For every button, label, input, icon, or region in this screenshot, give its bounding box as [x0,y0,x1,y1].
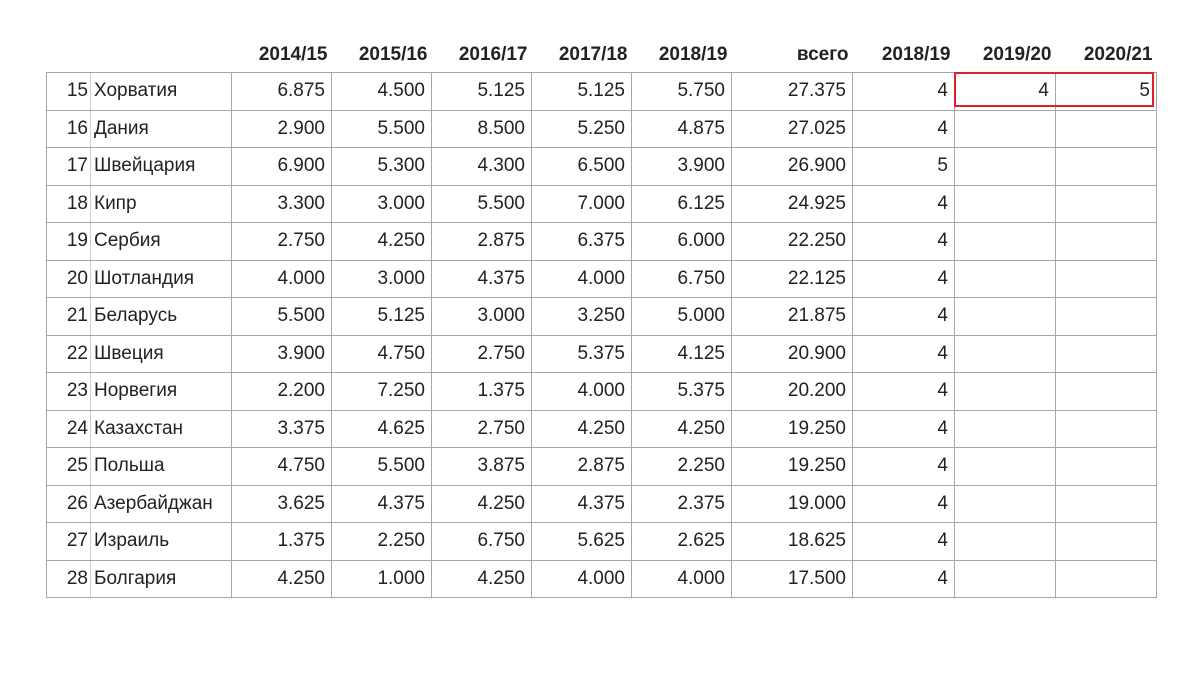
places-2020-21-cell[interactable] [1056,560,1157,598]
table-row [47,185,1157,223]
season-2017-18-cell[interactable]: 4.250 [532,410,632,448]
header-season-2015-16[interactable]: 2015/16 [358,43,428,65]
header-season-2014-15[interactable]: 2014/15 [258,43,328,65]
season-2016-17-cell[interactable]: 8.500 [432,110,532,148]
total-cell[interactable]: 26.900 [732,148,853,186]
country-cell[interactable]: Шотландия [91,260,232,298]
season-2015-16-cell[interactable]: 5.500 [332,448,432,486]
season-2016-17-cell[interactable]: 4.250 [432,560,532,598]
season-2017-18-cell[interactable]: 3.250 [532,298,632,336]
season-2015-16-cell[interactable]: 4.500 [332,73,432,111]
places-2020-21-cell[interactable] [1056,373,1157,411]
season-2016-17-cell[interactable]: 4.250 [432,485,532,523]
season-2016-17-cell[interactable]: 1.375 [432,373,532,411]
season-2016-17-cell[interactable]: 4.375 [432,260,532,298]
table-body [47,73,1157,598]
places-2018-19-cell[interactable]: 4 [853,335,955,373]
country-cell[interactable]: Беларусь [91,298,232,336]
total-cell[interactable]: 19.250 [732,448,853,486]
places-2019-20-cell[interactable] [955,373,1056,411]
season-2018-19-cell[interactable]: 2.250 [632,448,732,486]
season-2016-17-cell[interactable]: 2.750 [432,410,532,448]
season-2017-18-cell[interactable]: 2.875 [532,448,632,486]
season-2018-19-cell[interactable]: 5.750 [632,73,732,111]
places-2018-19-cell[interactable]: 4 [853,260,955,298]
places-2019-20-cell[interactable] [955,223,1056,261]
places-2020-21-cell[interactable] [1056,185,1157,223]
places-2018-19-cell[interactable]: 4 [853,73,955,111]
total-cell[interactable]: 21.875 [732,298,853,336]
table-row [47,410,1157,448]
header-season-2018-19[interactable]: 2018/19 [658,43,728,65]
places-2020-21-cell[interactable] [1056,485,1157,523]
season-2015-16-cell[interactable]: 2.250 [332,523,432,561]
season-2014-15-cell[interactable]: 3.375 [232,410,332,448]
season-2015-16-cell[interactable]: 5.300 [332,148,432,186]
rank-cell[interactable]: 20 [47,260,91,298]
country-cell[interactable]: Азербайджан [91,485,232,523]
rank-cell[interactable]: 18 [47,185,91,223]
rank-cell[interactable]: 28 [47,560,91,598]
total-cell[interactable]: 17.500 [732,560,853,598]
header-places-2018-19[interactable]: 2018/19 [881,43,951,65]
total-cell[interactable]: 27.025 [732,110,853,148]
places-2018-19-cell[interactable]: 4 [853,373,955,411]
header-places-2020-21[interactable]: 2020/21 [1083,43,1153,65]
places-2019-20-cell[interactable] [955,448,1056,486]
rank-cell[interactable]: 19 [47,223,91,261]
season-2016-17-cell[interactable]: 3.000 [432,298,532,336]
season-2014-15-cell[interactable]: 3.900 [232,335,332,373]
season-2017-18-cell[interactable]: 6.500 [532,148,632,186]
places-2020-21-cell[interactable] [1056,298,1157,336]
places-2018-19-cell[interactable]: 4 [853,560,955,598]
header-name [91,37,232,73]
country-cell[interactable]: Норвегия [91,373,232,411]
season-2017-18-cell[interactable]: 4.000 [532,560,632,598]
season-2017-18-cell[interactable]: 4.375 [532,485,632,523]
table-row [47,110,1157,148]
places-2019-20-cell[interactable] [955,298,1056,336]
country-cell[interactable]: Хорватия [91,73,232,111]
places-2020-21-cell[interactable] [1056,260,1157,298]
season-2017-18-cell[interactable]: 5.125 [532,73,632,111]
uefa-coefficients-table [46,37,1157,598]
places-2018-19-cell[interactable]: 4 [853,485,955,523]
rank-cell[interactable]: 26 [47,485,91,523]
season-2017-18-cell[interactable]: 5.625 [532,523,632,561]
table-row [47,298,1157,336]
total-cell[interactable]: 20.200 [732,373,853,411]
places-2020-21-cell[interactable] [1056,148,1157,186]
season-2017-18-cell[interactable]: 5.250 [532,110,632,148]
season-2017-18-cell[interactable]: 5.375 [532,335,632,373]
country-cell[interactable]: Швейцария [91,148,232,186]
places-2020-21-cell[interactable] [1056,110,1157,148]
season-2018-19-cell[interactable]: 2.375 [632,485,732,523]
season-2018-19-cell[interactable]: 6.750 [632,260,732,298]
header-season-2017-18[interactable]: 2017/18 [558,43,628,65]
season-2016-17-cell[interactable]: 4.300 [432,148,532,186]
header-total[interactable]: всего [796,43,849,65]
rank-cell[interactable]: 27 [47,523,91,561]
table-row [47,485,1157,523]
places-2019-20-cell[interactable] [955,148,1056,186]
places-2019-20-cell[interactable] [955,185,1056,223]
season-2015-16-cell[interactable]: 3.000 [332,260,432,298]
table-row [47,560,1157,598]
season-2014-15-cell[interactable]: 5.500 [232,298,332,336]
rank-cell[interactable]: 15 [47,73,91,111]
season-2014-15-cell[interactable]: 1.375 [232,523,332,561]
places-2019-20-cell[interactable] [955,485,1056,523]
rank-cell[interactable]: 22 [47,335,91,373]
total-cell[interactable]: 27.375 [732,73,853,111]
table-row [47,260,1157,298]
season-2015-16-cell[interactable]: 5.500 [332,110,432,148]
country-cell[interactable]: Казахстан [91,410,232,448]
places-2019-20-cell[interactable] [955,523,1056,561]
header-places-2019-20[interactable]: 2019/20 [982,43,1052,65]
season-2014-15-cell[interactable]: 4.000 [232,260,332,298]
table-row [47,148,1157,186]
places-2019-20-cell[interactable]: 4 [955,73,1056,111]
places-2020-21-cell[interactable] [1056,335,1157,373]
places-2018-19-cell[interactable]: 4 [853,448,955,486]
places-2020-21-cell[interactable]: 5 [1056,73,1157,111]
season-2016-17-cell[interactable]: 6.750 [432,523,532,561]
season-2016-17-cell[interactable]: 3.875 [432,448,532,486]
season-2018-19-cell[interactable]: 5.000 [632,298,732,336]
table-row [47,523,1157,561]
season-2015-16-cell[interactable]: 4.625 [332,410,432,448]
season-2018-19-cell[interactable]: 3.900 [632,148,732,186]
season-2016-17-cell[interactable]: 5.500 [432,185,532,223]
places-2019-20-cell[interactable] [955,560,1056,598]
spreadsheet [46,37,1157,598]
places-2019-20-cell[interactable] [955,335,1056,373]
table-row [47,448,1157,486]
places-2018-19-cell[interactable]: 4 [853,110,955,148]
country-cell[interactable]: Сербия [91,223,232,261]
season-2018-19-cell[interactable]: 6.125 [632,185,732,223]
places-2018-19-cell[interactable]: 5 [853,148,955,186]
total-cell[interactable]: 22.250 [732,223,853,261]
season-2015-16-cell[interactable]: 5.125 [332,298,432,336]
table-row [47,373,1157,411]
total-cell[interactable]: 19.000 [732,485,853,523]
season-2014-15-cell[interactable]: 4.250 [232,560,332,598]
table-row [47,223,1157,261]
season-2015-16-cell[interactable]: 4.250 [332,223,432,261]
places-2020-21-cell[interactable] [1056,410,1157,448]
header-rank [47,37,91,73]
season-2016-17-cell[interactable]: 2.750 [432,335,532,373]
season-2014-15-cell[interactable]: 2.750 [232,223,332,261]
places-2019-20-cell[interactable] [955,110,1056,148]
rank-cell[interactable]: 24 [47,410,91,448]
country-cell[interactable]: Израиль [91,523,232,561]
table-row [47,335,1157,373]
places-2018-19-cell[interactable]: 4 [853,523,955,561]
season-2014-15-cell[interactable]: 2.900 [232,110,332,148]
header-row [47,37,1157,73]
places-2020-21-cell[interactable] [1056,223,1157,261]
places-2019-20-cell[interactable] [955,410,1056,448]
rank-cell[interactable]: 17 [47,148,91,186]
season-2015-16-cell[interactable]: 1.000 [332,560,432,598]
places-2018-19-cell[interactable]: 4 [853,223,955,261]
places-2020-21-cell[interactable] [1056,448,1157,486]
country-cell[interactable]: Польша [91,448,232,486]
country-cell[interactable]: Болгария [91,560,232,598]
season-2016-17-cell[interactable]: 2.875 [432,223,532,261]
rank-cell[interactable]: 23 [47,373,91,411]
season-2018-19-cell[interactable]: 6.000 [632,223,732,261]
season-2014-15-cell[interactable]: 6.875 [232,73,332,111]
season-2017-18-cell[interactable]: 7.000 [532,185,632,223]
season-2018-19-cell[interactable]: 4.250 [632,410,732,448]
total-cell[interactable]: 20.900 [732,335,853,373]
total-cell[interactable]: 18.625 [732,523,853,561]
rank-cell[interactable]: 21 [47,298,91,336]
places-2019-20-cell[interactable] [955,260,1056,298]
season-2018-19-cell[interactable]: 2.625 [632,523,732,561]
season-2018-19-cell[interactable]: 4.125 [632,335,732,373]
places-2018-19-cell[interactable]: 4 [853,298,955,336]
season-2014-15-cell[interactable]: 2.200 [232,373,332,411]
season-2015-16-cell[interactable]: 4.750 [332,335,432,373]
season-2018-19-cell[interactable]: 5.375 [632,373,732,411]
places-2018-19-cell[interactable]: 4 [853,410,955,448]
country-cell[interactable]: Швеция [91,335,232,373]
season-2014-15-cell[interactable]: 4.750 [232,448,332,486]
places-2020-21-cell[interactable] [1056,523,1157,561]
season-2015-16-cell[interactable]: 4.375 [332,485,432,523]
season-2015-16-cell[interactable]: 3.000 [332,185,432,223]
table-row [47,73,1157,111]
season-2017-18-cell[interactable]: 4.000 [532,373,632,411]
total-cell[interactable]: 24.925 [732,185,853,223]
season-2017-18-cell[interactable]: 6.375 [532,223,632,261]
places-2018-19-cell[interactable]: 4 [853,185,955,223]
total-cell[interactable]: 22.125 [732,260,853,298]
season-2014-15-cell[interactable]: 3.625 [232,485,332,523]
country-cell[interactable]: Кипр [91,185,232,223]
season-2017-18-cell[interactable]: 4.000 [532,260,632,298]
season-2016-17-cell[interactable]: 5.125 [432,73,532,111]
country-cell[interactable]: Дания [91,110,232,148]
season-2018-19-cell[interactable]: 4.875 [632,110,732,148]
season-2014-15-cell[interactable]: 6.900 [232,148,332,186]
season-2014-15-cell[interactable]: 3.300 [232,185,332,223]
season-2015-16-cell[interactable]: 7.250 [332,373,432,411]
rank-cell[interactable]: 16 [47,110,91,148]
header-season-2016-17[interactable]: 2016/17 [458,43,528,65]
total-cell[interactable]: 19.250 [732,410,853,448]
season-2018-19-cell[interactable]: 4.000 [632,560,732,598]
rank-cell[interactable]: 25 [47,448,91,486]
